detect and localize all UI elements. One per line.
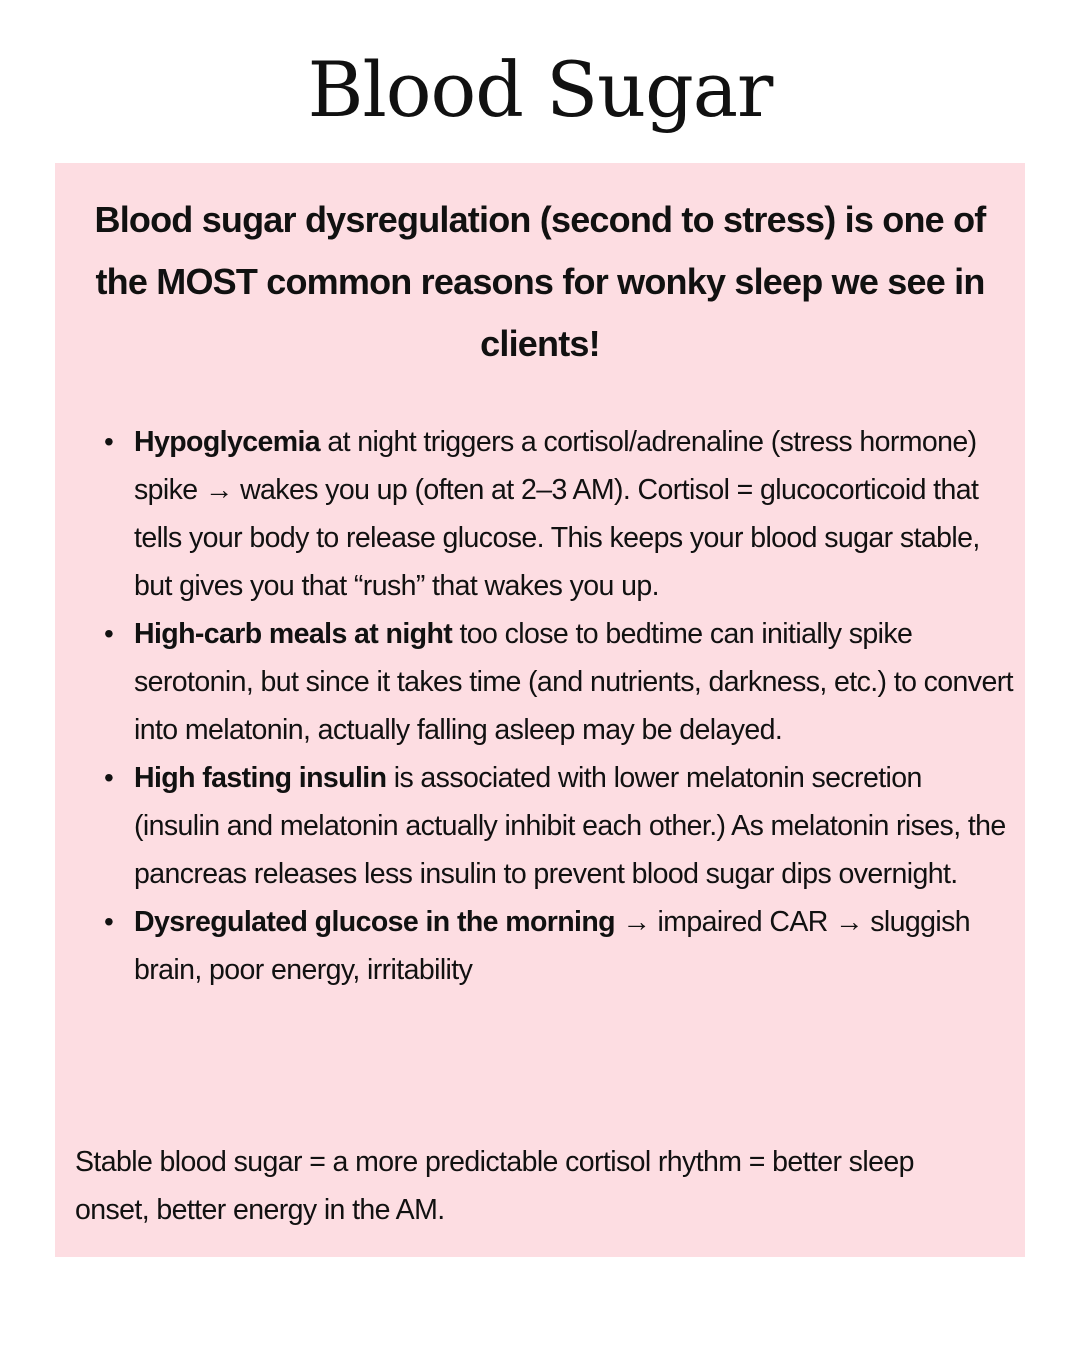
point-text: at night triggers a cortisol/adrenaline (stress hormone) spike → wakes you up (often at 2–3 AM). Cortisol = glucocorticoid that tells your body to release glucose. This keeps your blood sugar stable, but gives you that “rush” that wakes you up. <box>134 426 980 602</box>
point-text: too close to bedtime can initially spike serotonin, but since it takes time (and nutrients, darkness, etc.) to convert into melatonin, actually falling asleep may be delayed. <box>134 618 1013 746</box>
point-lead: High fasting insulin <box>134 762 387 794</box>
point-lead: Dysregulated glucose in the morning <box>134 906 615 938</box>
page-title: Blood Sugar <box>307 45 773 134</box>
content-card <box>55 163 1025 1257</box>
point-text: is associated with lower melatonin secretion (insulin and melatonin actually inhibit each other.) As melatonin rises, the pancreas releases less insulin to prevent blood sugar dips overnight. <box>134 762 1006 890</box>
list-item <box>104 610 1014 754</box>
bullet-icon: • <box>104 426 114 457</box>
key-points-list <box>104 418 1014 994</box>
point-lead: High-carb meals at night <box>134 618 453 650</box>
intro-heading: Blood sugar dysregulation (second to stress) is one of the MOST common reasons for wonky sleep we see in clients! <box>94 199 986 364</box>
bullet-icon: • <box>104 618 114 649</box>
bullet-icon: • <box>104 762 114 793</box>
point-text: → impaired CAR → sluggish brain, poor energy, irritability <box>134 906 971 986</box>
point-lead: Hypoglycemia <box>134 426 321 458</box>
list-item <box>104 418 1014 610</box>
list-item <box>104 898 1014 994</box>
bullet-icon: • <box>104 906 114 937</box>
list-item <box>104 754 1014 898</box>
closing-statement: Stable blood sugar = a more predictable cortisol rhythm = better sleep onset, better energy in the AM. <box>75 1146 914 1226</box>
